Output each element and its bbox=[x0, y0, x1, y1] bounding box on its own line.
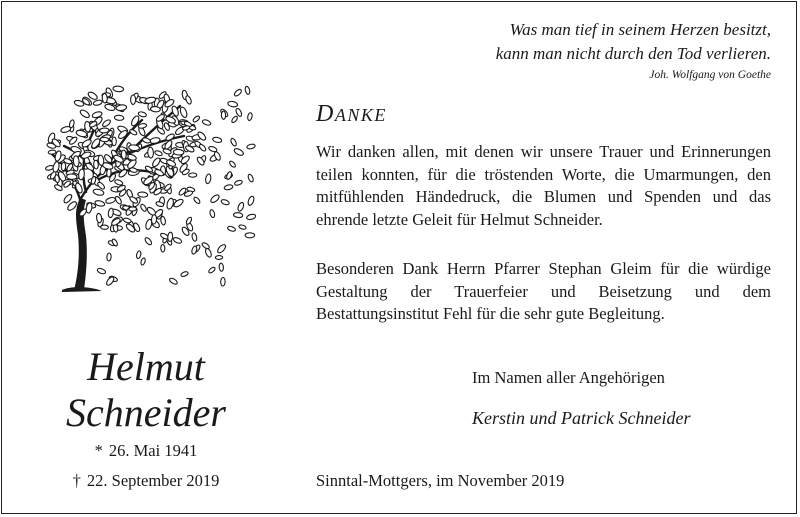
quote-author: Joh. Wolfgang von Goethe bbox=[649, 69, 771, 81]
deceased-first-name: Helmut bbox=[87, 344, 205, 389]
birth-date-value: 26. Mai 1941 bbox=[108, 441, 198, 460]
special-thanks-paragraph: Besonderen Dank Herrn Pfarrer Stephan Gleim für die würdige Gestaltung der Trauerfeier und Beisetzung und dem Bestattungsinstitut Fehl für die sehr gute Begleitung. bbox=[316, 259, 771, 323]
goethe-quote bbox=[351, 18, 771, 83]
windblown-tree-icon bbox=[34, 50, 256, 295]
star-icon: * bbox=[94, 441, 103, 460]
death-date-value: 22. September 2019 bbox=[86, 471, 220, 490]
on-behalf-line: Im Namen aller Angehörigen bbox=[472, 368, 665, 387]
signers: Kerstin und Patrick Schneider bbox=[472, 408, 691, 428]
thanks-paragraph: Wir danken allen, mit denen wir unsere Trauer und Erinnerungen teilen konnten, für die tröstenden Worte, die Umarmungen, den mitfühlenden Händedruck, die Blumen und Spenden und das ehrende letzte Geleit für Helmut Schneider. bbox=[316, 142, 771, 229]
birth-date bbox=[30, 440, 262, 462]
place-and-date: Sinntal-Mottgers, im November 2019 bbox=[316, 471, 565, 490]
title-initial: D bbox=[316, 101, 335, 127]
page-title bbox=[316, 99, 387, 130]
title-rest: ANKE bbox=[334, 105, 387, 125]
deceased-last-name: Schneider bbox=[66, 390, 226, 435]
quote-line-2: kann man nicht durch den Tod verlieren. bbox=[495, 44, 771, 63]
cross-icon: † bbox=[72, 471, 81, 490]
quote-line-1: Was man tief in seinem Herzen besitzt, bbox=[509, 20, 771, 39]
death-date bbox=[30, 470, 262, 492]
